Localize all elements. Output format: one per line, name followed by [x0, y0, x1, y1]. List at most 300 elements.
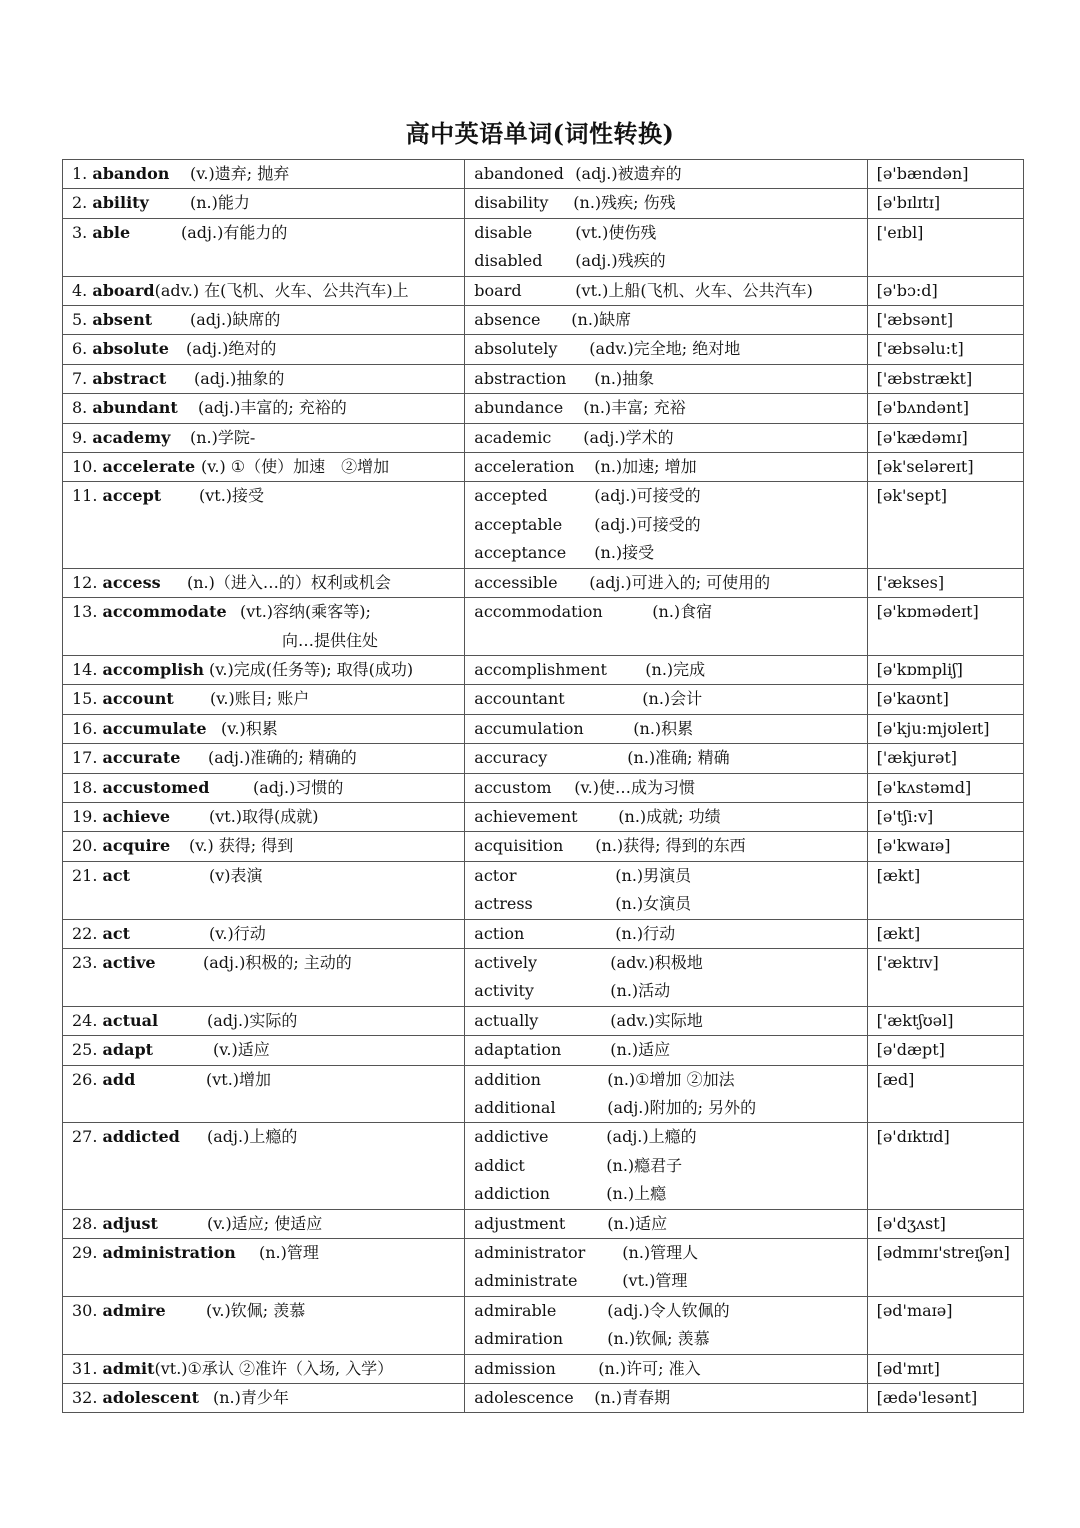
headword-cell [63, 276, 465, 305]
entry-number: 7. [72, 368, 88, 388]
phonetic-cell [867, 1239, 1023, 1297]
part-of-speech-meaning: (vt.)取得(成就) [209, 806, 319, 826]
entry-word: accelerate [102, 457, 196, 477]
phonetic-cell [867, 1006, 1023, 1035]
derived-item [474, 424, 866, 452]
derived-word: accommodation [474, 602, 603, 622]
headword-cell [63, 655, 465, 684]
table-row [63, 832, 1024, 861]
phonetic-cell [867, 714, 1023, 743]
derived-cell [465, 364, 867, 393]
derived-meaning: (n.)行动 [615, 923, 676, 943]
phonetic: [ə'kʌstəmd] [876, 777, 972, 797]
phonetic: [ək'sept] [876, 486, 947, 506]
derived-meaning: (n.)钦佩; 羡慕 [607, 1329, 710, 1349]
derived-item [474, 482, 866, 510]
phonetic-cell [867, 685, 1023, 714]
derived-word: administrate [474, 1271, 578, 1291]
phonetic-cell [867, 773, 1023, 802]
derived-word: adaptation [474, 1040, 562, 1060]
part-of-speech-meaning: (v.)钦佩; 羡慕 [206, 1300, 306, 1320]
derived-cell [465, 482, 867, 568]
derived-meaning: (adj.)上瘾的 [606, 1127, 697, 1147]
entry-word: admire [102, 1300, 166, 1320]
derived-item [474, 189, 866, 217]
table-row [63, 423, 1024, 452]
headword [72, 862, 209, 890]
part-of-speech-meaning: (adj.)习惯的 [253, 777, 344, 797]
headword-cell [63, 364, 465, 393]
phonetic: [æd] [876, 1069, 915, 1089]
table-row [63, 568, 1024, 597]
derived-meaning: (v.)使…成为习惯 [574, 777, 696, 797]
headword [72, 335, 186, 363]
entry-number: 17. [72, 748, 98, 768]
derived-word: actually [474, 1010, 539, 1030]
headword [72, 1355, 155, 1383]
derived-word: accessible [474, 572, 558, 592]
derived-cell [465, 919, 867, 948]
derived-cell [465, 218, 867, 276]
table-row [63, 802, 1024, 831]
derived-item [474, 832, 866, 860]
headword-cell [63, 423, 465, 452]
table-row [63, 189, 1024, 218]
derived-meaning: (n.)瘾君子 [606, 1155, 683, 1175]
entry-number: 31. [72, 1358, 98, 1378]
derived-cell [465, 453, 867, 482]
derived-meaning: (adj.)可接受的 [594, 486, 701, 506]
phonetic-cell [867, 1123, 1023, 1209]
table-row [63, 773, 1024, 802]
phonetic: ['ækses] [876, 572, 945, 592]
derived-word: addictive [474, 1127, 549, 1147]
entry-number: 12. [72, 572, 98, 592]
entry-word: addicted [102, 1127, 180, 1147]
derived-word: activity [474, 981, 534, 1001]
phonetic: [ædə'lesənt] [876, 1388, 978, 1408]
derived-item [474, 1297, 866, 1325]
derived-word: academic [474, 427, 552, 447]
part-of-speech-meaning-continued: 向…提供住处 [282, 630, 379, 650]
phonetic-cell [867, 832, 1023, 861]
derived-meaning: (adv.)完全地; 绝对地 [589, 339, 741, 359]
entry-word: abstract [92, 368, 167, 388]
entry-number: 29. [72, 1243, 98, 1263]
derived-word: disability [474, 193, 549, 213]
derived-item [474, 247, 866, 275]
derived-meaning: (vt.)使伤残 [575, 222, 657, 242]
derived-word: abstraction [474, 368, 567, 388]
headword [72, 598, 240, 626]
derived-item [474, 1210, 866, 1238]
headword [72, 1239, 259, 1267]
headword [72, 1297, 206, 1325]
entry-number: 23. [72, 952, 98, 972]
entry-word: adolescent [102, 1388, 199, 1408]
derived-item [474, 920, 866, 948]
derived-item [474, 1267, 866, 1295]
phonetic-cell [867, 364, 1023, 393]
entry-word: accept [102, 486, 162, 506]
table-row [63, 655, 1024, 684]
phonetic: [əd'maɪə] [876, 1300, 953, 1320]
headword-cell [63, 714, 465, 743]
headword-cell [63, 1036, 465, 1065]
part-of-speech-meaning: (n.)能力 [190, 193, 250, 213]
entry-word: adapt [102, 1040, 154, 1060]
part-of-speech-meaning: (vt.)增加 [206, 1069, 272, 1089]
headword-cell [63, 861, 465, 919]
entry-word: access [102, 572, 161, 592]
derived-cell [465, 1239, 867, 1297]
phonetic: [ə'kɒmədeɪt] [876, 602, 979, 622]
phonetic-cell [867, 568, 1023, 597]
headword [72, 569, 187, 597]
derived-cell [465, 306, 867, 335]
phonetic-cell [867, 335, 1023, 364]
derived-item [474, 1036, 866, 1064]
headword-cell [63, 568, 465, 597]
entry-word: absent [92, 310, 153, 330]
derived-meaning: (n.)会计 [642, 689, 703, 709]
derived-word: admirable [474, 1300, 557, 1320]
headword-cell [63, 218, 465, 276]
entry-word: account [102, 689, 174, 709]
phonetic: [ək'seləreɪt] [876, 457, 974, 477]
headword [72, 277, 155, 305]
derived-word: accustom [474, 777, 552, 797]
page-title: 高中英语单词(词性转换) [405, 119, 675, 148]
entry-word: act [102, 923, 131, 943]
part-of-speech-meaning: (v.)适应 [213, 1040, 270, 1060]
part-of-speech-meaning: (v.)行动 [209, 923, 266, 943]
derived-word: disable [474, 222, 533, 242]
part-of-speech-meaning: (vt.)①承认 ②准许（入场, 入学） [154, 1358, 394, 1378]
phonetic: [ə'dæpt] [876, 1040, 945, 1060]
derived-meaning: (n.)女演员 [615, 894, 692, 914]
headword-cell [63, 453, 465, 482]
derived-word: admission [474, 1358, 556, 1378]
part-of-speech-meaning: (adj.)实际的 [207, 1010, 298, 1030]
derived-meaning: (n.)加速; 增加 [594, 457, 697, 477]
derived-item [474, 744, 866, 772]
derived-meaning: (n.)获得; 得到的东西 [595, 836, 746, 856]
phonetic: [ə'kwaɪə] [876, 836, 951, 856]
derived-meaning: (adj.)可接受的 [594, 514, 701, 534]
derived-item [474, 511, 866, 539]
derived-meaning: (adj.)可进入的; 可使用的 [589, 572, 771, 592]
derived-cell [465, 568, 867, 597]
derived-meaning: (vt.)上船(飞机、火车、公共汽车) [575, 280, 813, 300]
entry-number: 22. [72, 923, 98, 943]
derived-cell [465, 598, 867, 656]
phonetic: ['æbsəlu:t] [876, 339, 964, 359]
headword [72, 219, 181, 247]
part-of-speech-meaning: (v.)适应; 使适应 [207, 1213, 323, 1233]
entry-number: 30. [72, 1300, 98, 1320]
part-of-speech-meaning: (adj.)上瘾的 [207, 1127, 298, 1147]
phonetic: ['eɪbl] [876, 222, 924, 242]
derived-word: adolescence [474, 1388, 574, 1408]
derived-meaning: (n.)丰富; 充裕 [583, 398, 686, 418]
table-row [63, 364, 1024, 393]
vocabulary-table [62, 159, 1024, 1413]
phonetic: [ə'kju:mjʊleɪt] [876, 718, 990, 738]
headword-cell [63, 335, 465, 364]
entry-number: 27. [72, 1127, 98, 1147]
derived-item [474, 1325, 866, 1353]
part-of-speech-meaning: (adj.)丰富的; 充裕的 [198, 398, 347, 418]
derived-meaning: (n.)积累 [633, 718, 694, 738]
derived-word: accumulation [474, 718, 584, 738]
headword-cell [63, 1006, 465, 1035]
phonetic-cell [867, 1384, 1023, 1413]
entry-word: admit [102, 1358, 155, 1378]
phonetic: ['æbstrækt] [876, 368, 973, 388]
derived-meaning: (adv.)积极地 [610, 952, 703, 972]
entry-word: accustomed [102, 777, 210, 797]
phonetic: [ækt] [876, 923, 921, 943]
derived-word: adjustment [474, 1213, 566, 1233]
derived-meaning: (adj.)残疾的 [575, 251, 666, 271]
derived-meaning: (n.)男演员 [615, 865, 692, 885]
headword-cell [63, 802, 465, 831]
derived-cell [465, 276, 867, 305]
derived-item [474, 715, 866, 743]
entry-word: achieve [102, 806, 171, 826]
part-of-speech-meaning: (v.)遗弃; 抛弃 [190, 164, 290, 183]
phonetic-cell [867, 394, 1023, 423]
derived-word: accomplishment [474, 659, 607, 679]
table-row [63, 453, 1024, 482]
headword [72, 482, 199, 510]
derived-meaning: (n.)上瘾 [606, 1184, 667, 1204]
phonetic: ['ækjurət] [876, 748, 958, 768]
phonetic-cell [867, 1065, 1023, 1123]
part-of-speech-meaning: (n.)学院- [190, 427, 256, 447]
derived-word: administrator [474, 1243, 586, 1263]
headword [72, 744, 208, 772]
phonetic: [ə'bændən] [876, 164, 969, 183]
phonetic: [ədmɪnɪ'streɪʃən] [876, 1243, 1010, 1263]
entry-number: 11. [72, 486, 98, 506]
headword [72, 453, 201, 481]
derived-word: accepted [474, 486, 548, 506]
headword [72, 774, 253, 802]
headword-cell [63, 919, 465, 948]
headword [72, 715, 221, 743]
derived-meaning: (n.)许可; 准入 [598, 1358, 701, 1378]
derived-item [474, 1007, 866, 1035]
phonetic: [ə'dʒʌst] [876, 1213, 946, 1233]
derived-word: acceptance [474, 543, 567, 563]
phonetic-cell [867, 861, 1023, 919]
headword [72, 189, 190, 217]
phonetic-cell [867, 744, 1023, 773]
derived-meaning: (n.)活动 [610, 981, 671, 1001]
phonetic-cell [867, 919, 1023, 948]
derived-item [474, 1384, 866, 1412]
derived-item [474, 949, 866, 977]
part-of-speech-meaning: (adj.)缺席的 [190, 310, 281, 330]
table-row [63, 160, 1024, 189]
table-row [63, 1296, 1024, 1354]
derived-word: actor [474, 865, 517, 885]
table-row [63, 744, 1024, 773]
headword [72, 160, 190, 188]
derived-item [474, 1355, 866, 1383]
derived-cell [465, 1384, 867, 1413]
derived-word: absence [474, 310, 541, 330]
phonetic: [ə'dɪktɪd] [876, 1127, 950, 1147]
derived-meaning: (n.)准确; 精确 [627, 748, 730, 768]
phonetic: [əd'mɪt] [876, 1358, 940, 1378]
headword [72, 1007, 207, 1035]
entry-number: 20. [72, 836, 98, 856]
headword [72, 656, 209, 684]
entry-number: 15. [72, 689, 98, 709]
phonetic: [ə'kaʊnt] [876, 689, 949, 709]
derived-item [474, 539, 866, 567]
derived-item [474, 977, 866, 1005]
table-row [63, 335, 1024, 364]
headword-cell [63, 1296, 465, 1354]
entry-number: 10. [72, 457, 98, 477]
derived-word: acceleration [474, 457, 575, 477]
phonetic-cell [867, 1296, 1023, 1354]
table-row [63, 1239, 1024, 1297]
phonetic-cell [867, 1209, 1023, 1238]
entry-number: 32. [72, 1388, 98, 1408]
part-of-speech-meaning: (vt.)容纳(乘客等); [240, 602, 371, 622]
table-row [63, 1123, 1024, 1209]
derived-meaning: (vt.)管理 [622, 1271, 688, 1291]
phonetic-cell [867, 423, 1023, 452]
derived-item [474, 862, 866, 890]
headword [72, 424, 190, 452]
phonetic-cell [867, 1036, 1023, 1065]
derived-item [474, 365, 866, 393]
phonetic-cell [867, 655, 1023, 684]
headword-cell [63, 189, 465, 218]
derived-cell [465, 802, 867, 831]
phonetic: [ə'bʌndənt] [876, 398, 969, 418]
derived-meaning: (n.)接受 [594, 543, 655, 563]
entry-number: 13. [72, 602, 98, 622]
derived-item [474, 277, 866, 305]
entry-word: administration [102, 1243, 236, 1263]
derived-item [474, 160, 866, 188]
phonetic-cell [867, 482, 1023, 568]
derived-item [474, 598, 866, 626]
headword [72, 949, 203, 977]
entry-word: active [102, 952, 156, 972]
part-of-speech-meaning: (adv.) 在(飞机、火车、公共汽车)上 [154, 280, 409, 300]
derived-item [474, 803, 866, 831]
derived-item [474, 569, 866, 597]
part-of-speech-meaning: (adj.)准确的; 精确的 [208, 748, 357, 768]
headword [72, 1036, 213, 1064]
entry-word: aboard [92, 280, 155, 300]
phonetic-cell [867, 453, 1023, 482]
entry-word: accurate [102, 748, 181, 768]
table-row [63, 714, 1024, 743]
phonetic-cell [867, 948, 1023, 1006]
headword [72, 685, 210, 713]
headword-cell [63, 306, 465, 335]
derived-cell [465, 189, 867, 218]
headword [72, 365, 194, 393]
headword-cell [63, 744, 465, 773]
table-row [63, 948, 1024, 1006]
table-row [63, 276, 1024, 305]
derived-cell [465, 423, 867, 452]
derived-word: absolutely [474, 339, 558, 359]
phonetic: [ækt] [876, 865, 921, 885]
headword [72, 1066, 206, 1094]
derived-cell [465, 1354, 867, 1383]
part-of-speech-meaning: (adj.)抽象的 [194, 368, 285, 388]
phonetic-cell [867, 306, 1023, 335]
entry-word: ability [92, 193, 149, 213]
headword-cell [63, 1123, 465, 1209]
derived-word: accountant [474, 689, 565, 709]
derived-item [474, 219, 866, 247]
entry-number: 25. [72, 1040, 98, 1060]
headword-cell [63, 1384, 465, 1413]
derived-cell [465, 335, 867, 364]
derived-word: acceptable [474, 514, 563, 534]
derived-meaning: (n.)适应 [607, 1213, 668, 1233]
entry-number: 2. [72, 193, 88, 213]
phonetic: [ə'tʃi:v] [876, 806, 934, 826]
table-row [63, 861, 1024, 919]
derived-cell [465, 394, 867, 423]
headword [72, 1123, 207, 1151]
headword [72, 1210, 207, 1238]
entry-number: 14. [72, 659, 98, 679]
derived-item [474, 453, 866, 481]
derived-word: actively [474, 952, 538, 972]
entry-number: 6. [72, 339, 88, 359]
phonetic-cell [867, 189, 1023, 218]
derived-meaning: (n.)管理人 [622, 1243, 699, 1263]
part-of-speech-meaning: (n.)（进入…的）权利或机会 [187, 572, 391, 592]
table-row [63, 1006, 1024, 1035]
derived-meaning: (n.)残疾; 伤残 [573, 193, 676, 213]
derived-cell [465, 1123, 867, 1209]
entry-word: academy [92, 427, 171, 447]
derived-meaning: (adj.)学术的 [583, 427, 674, 447]
derived-cell [465, 744, 867, 773]
headword [72, 803, 209, 831]
headword [72, 832, 189, 860]
phonetic: [ə'bɪlɪtɪ] [876, 193, 941, 213]
derived-cell [465, 1006, 867, 1035]
derived-meaning: (n.)食宿 [652, 602, 713, 622]
derived-cell [465, 948, 867, 1006]
derived-word: abundance [474, 398, 564, 418]
phonetic-cell [867, 1354, 1023, 1383]
phonetic: [ə'bɔ:d] [876, 280, 938, 300]
derived-item [474, 1152, 866, 1180]
part-of-speech-meaning: (v.)完成(任务等); 取得(成功) [209, 659, 414, 679]
derived-meaning: (adj.)令人钦佩的 [607, 1300, 730, 1320]
derived-cell [465, 1036, 867, 1065]
part-of-speech-meaning: (n.)管理 [259, 1243, 319, 1263]
derived-word: action [474, 923, 525, 943]
